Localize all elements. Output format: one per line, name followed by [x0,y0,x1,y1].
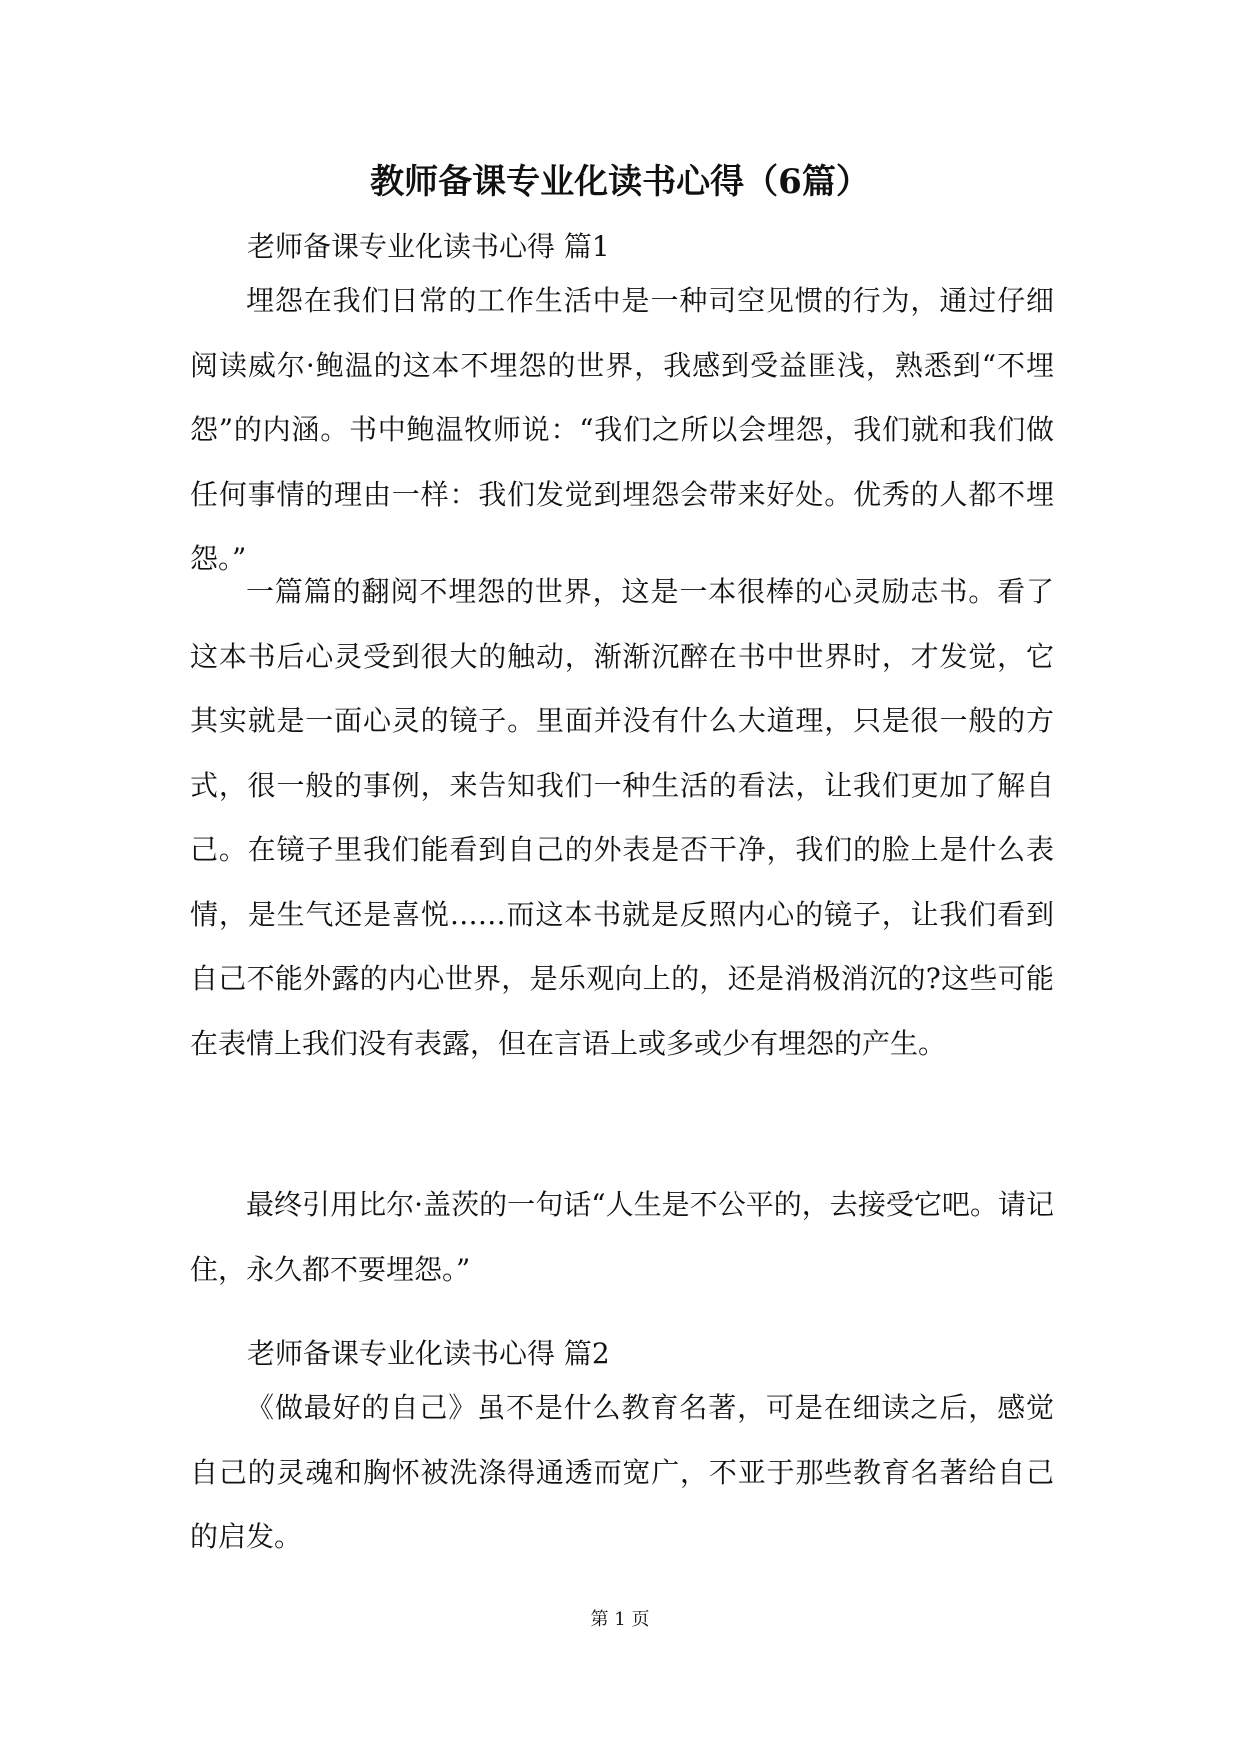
paragraph: 《做最好的自己》虽不是什么教育名著，可是在细读之后，感觉自己的灵魂和胸怀被洗涤得通透而宽广，不亚于那些教育名著给自己的启发。 [190,1391,1054,1553]
section-heading-1: 老师备课专业化读书心得 篇1 [247,230,610,263]
paragraph: 最终引用比尔·盖茨的一句话“人生是不公平的，去接受它吧。请记住，永久都不要埋怨。” [190,1188,1054,1286]
document-title: 教师备课专业化读书心得（6篇） [370,162,870,202]
paragraph: 一篇篇的翻阅不埋怨的世界，这是一本很棒的心灵励志书。看了这本书后心灵受到很大的触动，渐渐沉醉在书中世界时，才发觉，它其实就是一面心灵的镜子。里面并没有什么大道理，只是很一般的方式，很一般的事例，来告知我们一种生活的看法，让我们更加了解自己。在镜子里我们能看到自己的外表是否干净，我们的脸上是什么表情，是生气还是喜悦……而这本书就是反照内心的镜子，让我们看到自己不能外露的内心世界，是乐观向上的，还是消极消沉的?这些可能在表情上我们没有表露，但在言语上或多或少有埋怨的产生。 [190,575,1054,1060]
page-number: 第 1 页 [590,1609,650,1630]
section-heading-2: 老师备课专业化读书心得 篇2 [247,1337,610,1370]
paragraph: 埋怨在我们日常的工作生活中是一种司空见惯的行为，通过仔细阅读威尔·鲍温的这本不埋怨的世界，我感到受益匪浅，熟悉到“不埋怨”的内涵。书中鲍温牧师说：“我们之所以会埋怨，我们就和我们做任何事情的理由一样：我们发觉到埋怨会带来好处。优秀的人都不埋怨。” [190,284,1054,575]
